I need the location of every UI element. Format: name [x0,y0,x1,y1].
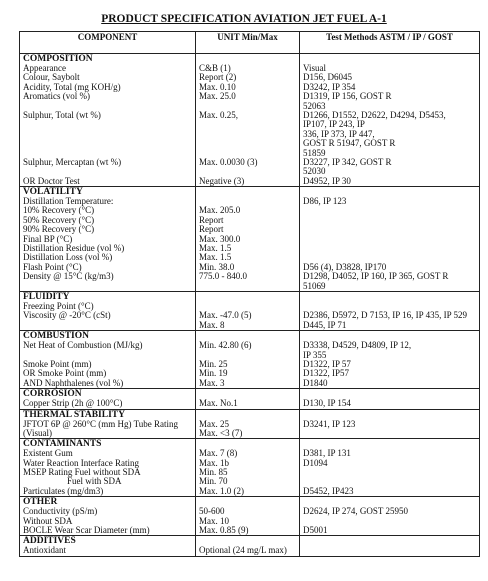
test-method: D86, IP 123 [303,196,347,207]
test-method: 336, IP 373, IP 447, [303,128,375,139]
header-methods: Test Methods ASTM / IP / GOST [300,32,480,54]
component-label: Sulphur, Total (wt %) [23,109,101,120]
component-label: Conductivity (pS/m) [23,506,98,517]
methods-cell [300,54,480,187]
unit-value: Max. 1b [199,457,229,468]
unit-value: Max. 1.0 (2) [199,485,244,496]
section-heading: CORROSION [23,389,82,400]
test-method: IP 355 [303,349,327,360]
section-heading: VOLATILITY [23,187,83,198]
table-header-row [20,32,480,54]
section-fluidity [20,291,480,330]
component-label: BOCLE Wear Scar Diameter (mm) [23,525,150,536]
component-label: Aromatics (vol %) [23,91,90,102]
component-label: JFTOT 6P @ 260°C (mm Hg) Tube Rating [23,418,178,429]
section-heading: COMBUSTION [23,331,89,342]
test-method: D130, IP 154 [303,398,351,409]
unit-value: Report [199,214,224,225]
unit-value: Min. 25 [199,358,228,369]
component-cell [20,439,196,497]
unit-value: 50-600 [199,506,225,517]
unit-value: Max. 0.0030 (3) [199,156,258,167]
test-method: 52063 [303,100,326,111]
methods-cell [300,409,480,439]
test-method [303,468,476,477]
section-additives [20,536,480,556]
component-label: Final BP (°C) [23,233,73,244]
unit-value: Max. No.1 [199,398,238,409]
test-method: D156, D6045 [303,72,352,83]
unit-value: Min. 19 [199,368,228,379]
component-cell [20,187,196,292]
section-heading: OTHER [23,497,58,508]
page-title: PRODUCT SPECIFICATION AVIATION JET FUEL A-1 [101,13,387,25]
unit-cell [196,497,300,536]
header-component: COMPONENT [20,32,196,54]
test-method [303,235,476,244]
unit-cell [196,409,300,439]
unit-value: Max. 300.0 [199,233,241,244]
component-label: OR Doctor Test [23,175,80,186]
component-cell [20,331,196,389]
test-method: D5452, IP423 [303,485,354,496]
test-method: Visual [303,63,326,73]
component-label: Distillation Residue (vol %) [23,243,125,254]
unit-value: Max. -47.0 (5) [199,310,252,321]
test-method: D1298, D4052, IP 160, IP 365, GOST R [303,271,449,282]
section-contaminants [20,439,480,497]
component-cell [20,497,196,536]
component-label: MSEP Rating Fuel without SDA [23,467,141,478]
methods-cell [300,389,480,409]
test-method: GOST R 51947, GOST R [303,138,396,149]
spec-table [19,31,480,557]
unit-value: Report [199,224,224,235]
test-method [303,206,476,215]
component-label: Freezing Point (°C) [23,300,94,311]
component-label: AND Naphthalenes (vol %) [23,377,124,388]
test-method: D4952, IP 30 [303,175,351,186]
component-label: Distillation Loss (vol %) [23,252,113,263]
unit-value: Max. 7 (8) [199,448,238,459]
methods-cell [300,291,480,330]
component-cell [20,389,196,409]
component-label: Sulphur, Mercaptan (wt %) [23,156,122,167]
unit-value: Max. 0.10 [199,81,236,92]
test-method: D1840 [303,377,328,388]
component-label: Smoke Point (mm) [23,358,92,369]
test-method: IP107, IP 243, IP [303,119,365,130]
component-label [23,321,192,330]
unit-value: Max. <3 (7) [199,427,243,438]
component-label: Particulates (mg/dm3) [23,485,104,496]
methods-cell [300,331,480,389]
component-label: Fuel with SDA [67,476,122,487]
test-method: D2624, IP 274, GOST 25950 [303,506,409,517]
component-label: Existent Gum [23,448,73,459]
component-label: 10% Recovery (°C) [23,205,95,216]
unit-cell [196,536,300,556]
section-corrosion [20,389,480,409]
unit-value: Max. 1.5 [199,252,232,263]
unit-cell [196,331,300,389]
unit-cell [196,291,300,330]
test-method: D56 (4), D3828, IP170 [303,261,387,272]
unit-value: Min. 38.0 [199,261,235,272]
component-label: Appearance [23,63,66,73]
unit-value: Max. 10 [199,515,229,526]
test-method: D1266, D1552, D2622, D4294, D5453, [303,109,446,120]
component-label: OR Smoke Point (mm) [23,368,107,379]
section-heading: COMPOSITION [23,54,93,64]
test-method: D3241, IP 123 [303,418,356,429]
test-method [303,429,476,438]
test-method [303,225,476,234]
component-label: Antioxidant [23,545,66,556]
unit-value: C&B (1) [199,63,231,73]
unit-cell [196,187,300,292]
unit-cell [196,54,300,187]
component-label: Water Reaction Interface Rating [23,457,139,468]
methods-cell [300,439,480,497]
component-cell [20,409,196,439]
test-method: D3242, IP 354 [303,81,356,92]
test-method: D2386, D5972, D 7153, IP 16, IP 435, IP 529 [303,310,468,321]
unit-value: Optional (24 mg/L max) [199,545,287,556]
unit-value: Max. 0.25, [199,109,238,120]
unit-value: Max. 3 [199,377,225,388]
component-label: Colour, Saybolt [23,72,80,83]
section-other [20,497,480,536]
component-cell [20,54,196,187]
section-heading: FLUIDITY [23,291,70,302]
section-heading: ADDITIVES [23,536,76,547]
component-label: Without SDA [23,515,73,526]
component-label: 90% Recovery (°C) [23,224,95,235]
methods-cell [300,497,480,536]
test-method [303,517,476,526]
unit-value: Max. 25.0 [199,91,236,102]
unit-value: Max. 205.0 [199,205,241,216]
unit-value: Max. 8 [199,319,225,330]
test-method: D1094 [303,457,328,468]
unit-value: Max. 1.5 [199,243,232,254]
unit-value: Max. 0.85 (9) [199,525,249,536]
component-label: Copper Strip (2h @ 100°C) [23,398,123,409]
test-method: D3338, D4529, D4809, IP 12, [303,340,412,351]
test-method: 51069 [303,280,326,291]
methods-cell [300,187,480,292]
test-method: D3227, IP 342, GOST R [303,156,392,167]
section-thermal-stability [20,409,480,439]
section-composition [20,54,480,187]
unit-cell [196,389,300,409]
test-method: D381, IP 131 [303,448,351,459]
test-method: D1322, IP 57 [303,358,351,369]
unit-value: Report (2) [199,72,237,83]
section-heading: THERMAL STABILITY [23,409,125,420]
component-label: (Visual) [23,427,52,438]
component-label: Viscosity @ -20°C (cSt) [23,310,111,321]
unit-value: 775.0 - 840.0 [199,271,247,282]
component-label: Density @ 15°C (kg/m3) [23,271,114,282]
section-heading: CONTAMINANTS [23,439,102,450]
component-cell [20,291,196,330]
unit-value: Max. 25 [199,418,229,429]
test-method [303,216,476,225]
component-label: Flash Point (°C) [23,261,82,272]
section-volatility [20,187,480,292]
test-method: D445, IP 71 [303,319,347,330]
component-label: Net Heat of Combustion (MJ/kg) [23,340,143,351]
component-label: Acidity, Total (mg KOH/g) [23,81,121,92]
unit-value: Negative (3) [199,175,245,186]
section-combustion [20,331,480,389]
component-label: 50% Recovery (°C) [23,214,95,225]
unit-value: Min. 70 [199,476,228,487]
unit-value: Min. 42.80 (6) [199,340,252,351]
test-method: 52030 [303,166,326,177]
test-method [303,546,476,555]
unit-value: Min. 85 [199,467,228,478]
unit-cell [196,439,300,497]
test-method: D5001 [303,525,328,536]
test-method [303,244,476,253]
methods-cell [300,536,480,556]
test-method: D1319, IP 156, GOST R [303,91,392,102]
component-cell [20,536,196,556]
test-method: D1322, IP57 [303,368,350,379]
component-label: Distillation Temperature: [23,196,114,207]
header-unit: UNIT Min/Max [196,32,300,54]
test-method: 51859 [303,147,326,158]
